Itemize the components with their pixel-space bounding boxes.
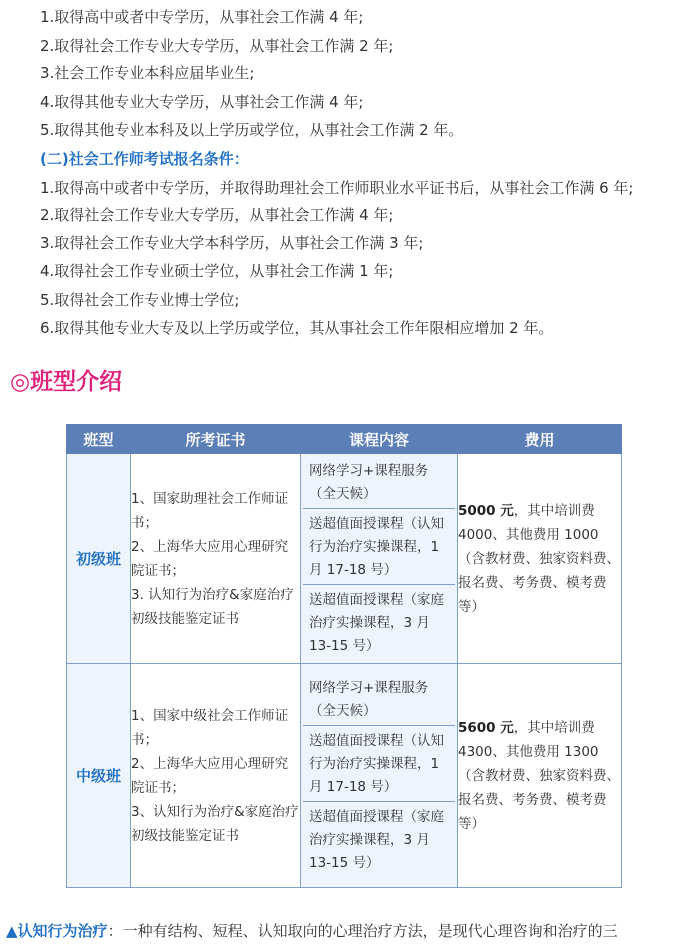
course-content-item: 送超值面授课程（认知行为治疗实操课程，1月 17-18 号） xyxy=(303,511,455,585)
certificate-text: 1、国家中级社会工作师证书； 2、上海华大应用心理研究院证书； 3、认知行为治疗&家庭治疗初级技能鉴定证书 xyxy=(131,707,299,844)
fee-cell xyxy=(458,664,622,888)
table-row xyxy=(67,454,622,664)
fee-cell xyxy=(458,454,622,664)
fee-detail: ，其中培训费 4000、其他费用 1000（含教材费、独家资料费、报名费、考务费、模考费等） xyxy=(458,502,620,615)
definition-note xyxy=(6,920,618,942)
fee-detail: ，其中培训费 4300、其他费用 1300（含教材费、独家资料费、报名费、考务费、模考费等） xyxy=(458,719,620,832)
list-item: 2.取得社会工作专业大专学历，从事社会工作满 2 年; xyxy=(40,37,394,55)
list-item: 5.取得其他专业本科及以上学历或学位，从事社会工作满 2 年。 xyxy=(40,121,464,139)
class-name: 中级班 xyxy=(67,664,131,888)
certificate-cell xyxy=(131,664,301,888)
course-content-item: 网络学习+课程服务（全天候） xyxy=(303,458,455,509)
course-content-item: 送超值面授课程（家庭治疗实操课程，3 月 13-15 号） xyxy=(309,808,444,871)
certificate-text: 1、国家助理社会工作师证书； 2、上海华大应用心理研究院证书； 3. 认知行为治疗&家庭治疗初级技能鉴定证书 xyxy=(131,490,294,627)
column-header: 班型 xyxy=(67,425,131,454)
class-name: 初级班 xyxy=(67,454,131,664)
list-item: 4.取得社会工作专业硕士学位，从事社会工作满 1 年; xyxy=(40,262,394,280)
column-header: 课程内容 xyxy=(301,425,458,454)
list-item: 1.取得高中或者中专学历，从事社会工作满 4 年; xyxy=(40,8,364,26)
list-item: 1.取得高中或者中专学历，并取得助理社会工作师职业水平证书后，从事社会工作满 6 年; xyxy=(40,179,634,197)
note-text: ：一种有结构、短程、认知取向的心理治疗方法，是现代心理咨询和治疗的三 xyxy=(107,922,618,940)
course-content-cell xyxy=(301,664,458,888)
course-content-item: 网络学习+课程服务（全天候） xyxy=(303,675,455,726)
page-title: ◎班型介绍 xyxy=(10,368,123,395)
fee-amount: 5600 元 xyxy=(458,719,514,736)
list-item: 5.取得社会工作专业博士学位; xyxy=(40,291,240,309)
table-header-row xyxy=(67,425,622,454)
section-heading: (二)社会工作师考试报名条件： xyxy=(40,150,249,168)
list-item: 6.取得其他专业大专及以上学历或学位，其从事社会工作年限相应增加 2 年。 xyxy=(40,319,554,337)
list-item: 3.社会工作专业本科应届毕业生; xyxy=(40,64,255,82)
note-term: 认知行为治疗 xyxy=(17,922,108,940)
course-content-item: 送超值面授课程（家庭治疗实操课程，3 月 13-15 号） xyxy=(309,591,444,654)
table-row xyxy=(67,664,622,888)
course-content-item: 送超值面授课程（认知行为治疗实操课程，1月 17-18 号） xyxy=(303,728,455,802)
course-content-cell xyxy=(301,454,458,664)
list-item: 3.取得社会工作专业大学本科学历，从事社会工作满 3 年; xyxy=(40,234,424,252)
fee-amount: 5000 元 xyxy=(458,502,514,519)
list-item: 4.取得其他专业大专学历，从事社会工作满 4 年; xyxy=(40,93,364,111)
certificate-cell xyxy=(131,454,301,664)
column-header: 所考证书 xyxy=(131,425,301,454)
course-table xyxy=(66,424,622,888)
triangle-icon: ▲ xyxy=(6,922,18,940)
list-item: 2.取得社会工作专业大专学历，从事社会工作满 4 年; xyxy=(40,206,394,224)
column-header: 费用 xyxy=(458,425,622,454)
